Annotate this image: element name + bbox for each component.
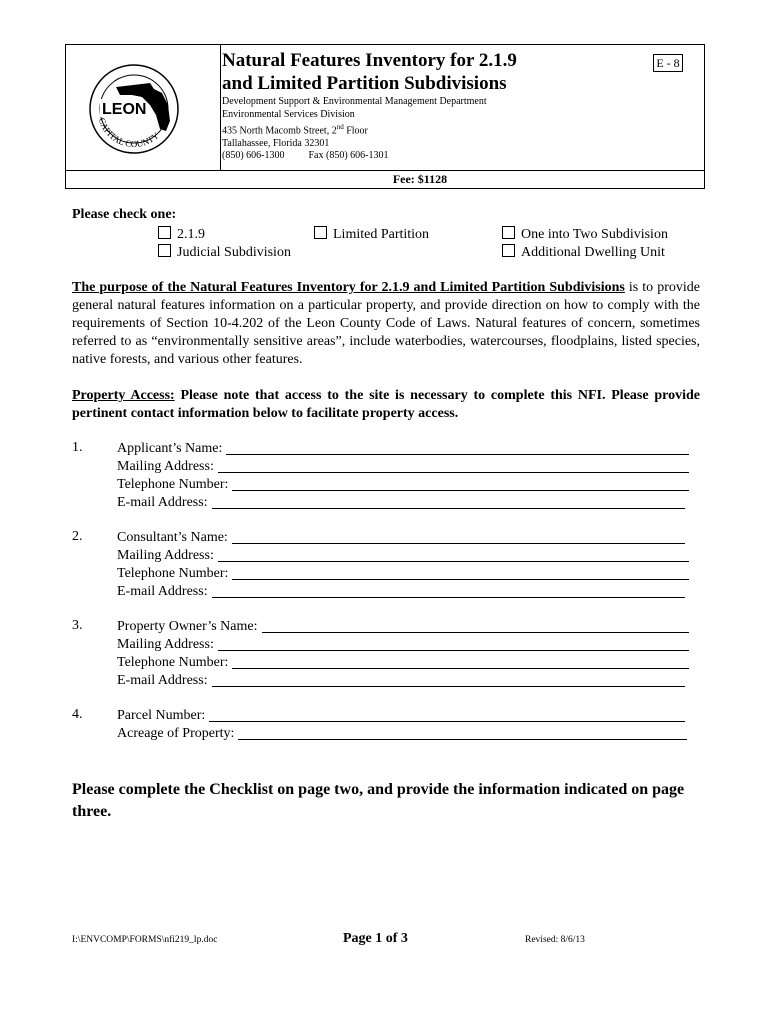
applicant-mailing-field[interactable]: Mailing Address:	[117, 458, 689, 476]
applicant-mailing-input[interactable]	[218, 458, 689, 473]
owner-name-field[interactable]: Property Owner’s Name:	[117, 618, 689, 636]
phone-text: (850) 606-1300	[222, 150, 285, 162]
dept-city: Tallahassee, Florida 32301	[222, 137, 330, 149]
consultant-phone-input[interactable]	[232, 565, 689, 580]
consultant-email-input[interactable]	[212, 583, 685, 598]
option-additional-dwelling-unit[interactable]: Additional Dwelling Unit	[502, 244, 665, 261]
section-number-4: 4.	[72, 707, 83, 722]
parcel-number-field[interactable]: Parcel Number:	[117, 707, 685, 725]
consultant-mailing-input[interactable]	[218, 547, 689, 562]
acreage-input[interactable]	[238, 725, 687, 740]
checkbox-one-into-two[interactable]	[502, 226, 515, 239]
form-code-badge: E - 8	[653, 54, 683, 72]
checkbox-limited-partition[interactable]	[314, 226, 327, 239]
section-number-1: 1.	[72, 440, 83, 455]
access-paragraph	[72, 387, 700, 423]
checkbox-additional-dwelling-unit[interactable]	[502, 244, 515, 257]
consultant-phone-field[interactable]: Telephone Number:	[117, 565, 689, 583]
dept-line-1: Development Support & Environmental Management Department	[222, 96, 487, 107]
footer-file-path: I:\ENVCOMP\FORMS\nfi219_lp.doc	[72, 935, 218, 945]
acreage-field[interactable]: Acreage of Property:	[117, 725, 687, 743]
consultant-name-field[interactable]: Consultant’s Name:	[117, 529, 685, 547]
option-one-into-two[interactable]: One into Two Subdivision	[502, 226, 668, 243]
owner-mailing-input[interactable]	[218, 636, 689, 651]
closing-instruction: Please complete the Checklist on page two, and provide the information indicated on page three.	[72, 781, 685, 820]
fee-text: Fee: $1128	[392, 172, 448, 186]
option-2-1-9[interactable]: 2.1.9	[158, 226, 205, 243]
seal-arc-text: CAPITAL COUNTY	[96, 116, 161, 150]
applicant-phone-input[interactable]	[232, 476, 689, 491]
fee-row	[66, 170, 704, 188]
option-judicial-subdivision[interactable]: Judicial Subdivision	[158, 244, 291, 261]
checkbox-judicial-subdivision[interactable]	[158, 244, 171, 257]
purpose-body: is to provide general natural features information on a particular property, and provide direction on how to comply with the requirements of Section 10-4.202 of the Leon County Code of Laws. Natural features of concern, sometimes referred to as “environmentally sensitive areas”, include waterbodies, watercourses, floodplains, listed species, native forests, and various other features.	[72, 280, 700, 367]
leon-county-seal-logo	[76, 49, 196, 169]
access-body: Please note that access to the site is necessary to complete this NFI. Please provide pertinent contact information below to facilitate property access.	[72, 388, 700, 421]
department-info	[222, 96, 487, 163]
owner-phone-input[interactable]	[232, 654, 689, 669]
owner-email-input[interactable]	[212, 672, 685, 687]
dept-address: 435 North Macomb Street, 2nd Floor	[222, 123, 368, 137]
applicant-phone-field[interactable]: Telephone Number:	[117, 476, 689, 494]
section-number-2: 2.	[72, 529, 83, 544]
access-lead: Property Access:	[72, 388, 175, 403]
title-line-1: Natural Features Inventory for 2.1.9	[222, 50, 517, 71]
seal-leon-text: LEON	[102, 101, 147, 118]
consultant-mailing-field[interactable]: Mailing Address:	[117, 547, 689, 565]
owner-phone-field[interactable]: Telephone Number:	[117, 654, 689, 672]
check-heading: Please check one:	[72, 207, 177, 222]
applicant-name-field[interactable]: Applicant’s Name:	[117, 440, 689, 458]
applicant-name-input[interactable]	[226, 440, 689, 455]
owner-mailing-field[interactable]: Mailing Address:	[117, 636, 689, 654]
footer-page-number: Page 1 of 3	[343, 931, 408, 946]
applicant-email-input[interactable]	[212, 494, 685, 509]
page-title	[222, 49, 517, 95]
logo-cell	[66, 45, 221, 170]
checkbox-2-1-9[interactable]	[158, 226, 171, 239]
section-number-3: 3.	[72, 618, 83, 633]
consultant-name-input[interactable]	[232, 529, 685, 544]
applicant-email-field[interactable]: E-mail Address:	[117, 494, 685, 512]
owner-name-input[interactable]	[262, 618, 690, 633]
option-limited-partition[interactable]: Limited Partition	[314, 226, 429, 243]
owner-email-field[interactable]: E-mail Address:	[117, 672, 685, 690]
consultant-email-field[interactable]: E-mail Address:	[117, 583, 685, 601]
purpose-paragraph	[72, 279, 700, 369]
footer-revised-date: Revised: 8/6/13	[525, 935, 585, 945]
purpose-lead: The purpose of the Natural Features Inventory for 2.1.9 and Limited Partition Subdivisions	[72, 280, 625, 295]
title-line-2: and Limited Partition Subdivisions	[222, 73, 507, 94]
dept-phone-fax	[222, 150, 487, 163]
fax-text: Fax (850) 606-1301	[308, 150, 389, 162]
dept-line-2: Environmental Services Division	[222, 108, 355, 120]
parcel-number-input[interactable]	[209, 707, 685, 722]
